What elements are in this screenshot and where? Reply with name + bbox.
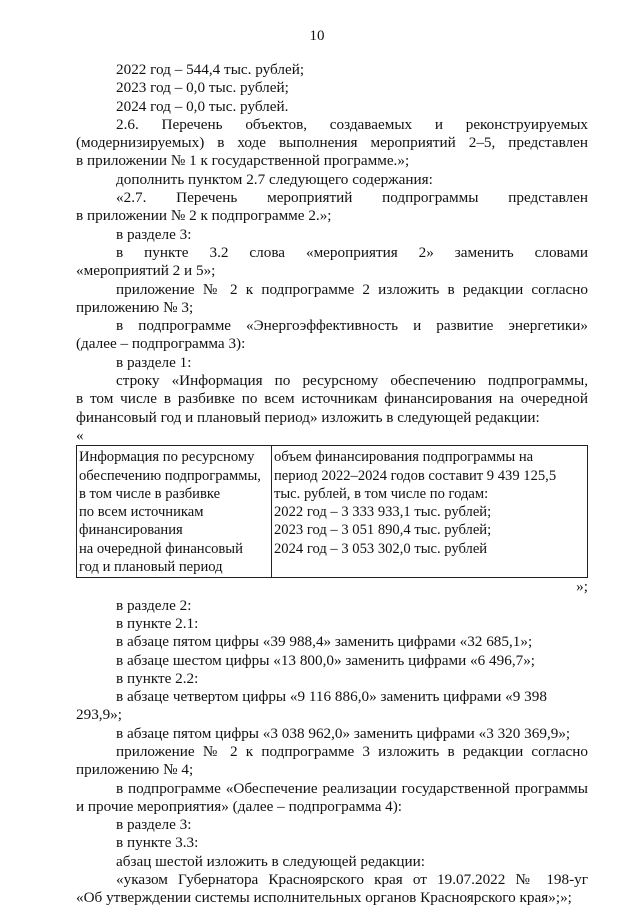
table-cell-line: период 2022–2024 годов составит 9 439 125,5 xyxy=(274,467,557,484)
paragraph-line: дополнить пунктом 2.7 следующего содержания: xyxy=(116,170,433,188)
table-cell-line: обеспечению подпрограммы, xyxy=(79,467,261,484)
paragraph-line: в пункте 3.2 слова «мероприятия 2» заменить словами xyxy=(116,243,588,261)
table-cell-value xyxy=(272,446,588,578)
paragraph-line: в пункте 3.3: xyxy=(116,834,199,852)
page-number: 10 xyxy=(309,28,325,44)
document-body xyxy=(76,61,588,908)
paragraph-line: строку «Информация по ресурсному обеспечению подпрограммы, xyxy=(116,372,588,390)
paragraph-line: в пункте 2.1: xyxy=(116,614,199,632)
table-cell-label xyxy=(77,446,272,578)
paragraph-line: приложению № 3; xyxy=(76,298,194,316)
paragraph-line: и прочие мероприятия» (далее – подпрограмма 4): xyxy=(76,797,402,815)
table-cell-line: 2022 год – 3 333 933,1 тыс. рублей; xyxy=(274,504,492,521)
table-cell-line: тыс. рублей, в том числе по годам: xyxy=(274,485,489,502)
paragraph-line: в подпрограмме «Обеспечение реализации государственной программы xyxy=(116,779,588,797)
paragraph-line: в пункте 2.2: xyxy=(116,669,199,687)
paragraph-line: абзац шестой изложить в следующей редакции: xyxy=(116,852,425,870)
paragraph-line: «2.7. Перечень мероприятий подпрограммы представлен xyxy=(116,189,588,207)
close-quote: »; xyxy=(576,578,588,596)
table-cell-line: год и плановый период xyxy=(79,559,223,576)
paragraph-line: в абзаце четвертом цифры «9 116 886,0» заменить цифрами «9 398 293,9»; xyxy=(76,688,547,724)
table-cell-line: финансирования xyxy=(79,522,183,539)
paragraph-line: финансовый год и плановый период» изложить в следующей редакции: xyxy=(76,408,540,426)
paragraph-line: в абзаце пятом цифры «3 038 962,0» заменить цифрами «3 320 369,9»; xyxy=(116,724,571,742)
paragraph-line: в разделе 2: xyxy=(116,596,192,614)
paragraph-line: в абзаце шестом цифры «13 800,0» заменить цифрами «6 496,7»; xyxy=(116,651,536,669)
paragraphs-top xyxy=(76,61,588,427)
paragraph-line: «мероприятий 2 и 5»; xyxy=(76,262,216,280)
table-cell-line: 2024 год – 3 053 302,0 тыс. рублей xyxy=(274,540,488,557)
paragraph-line: «указом Губернатора Красноярского края от 19.07.2022 № 198-уг xyxy=(116,871,588,889)
table-cell-line: 2023 год – 3 051 890,4 тыс. рублей; xyxy=(274,522,492,539)
paragraph-line: в абзаце пятом цифры «39 988,4» заменить цифрами «32 685,1»; xyxy=(116,633,533,651)
paragraph-line: в приложении № 2 к подпрограмме 2.»; xyxy=(76,207,332,225)
paragraph-line: 2.6. Перечень объектов, создаваемых и реконструируемых xyxy=(116,115,588,133)
resource-info-table xyxy=(76,445,588,578)
paragraph-line: (модернизируемых) в ходе выполнения мероприятий 2–5, представлен xyxy=(76,134,588,152)
table-cell-line: по всем источникам xyxy=(79,504,204,521)
paragraph-line: в разделе 3: xyxy=(116,816,192,834)
table-row xyxy=(77,446,588,578)
paragraph-line: 2023 год – 0,0 тыс. рублей; xyxy=(116,79,289,97)
paragraph-line: 2024 год – 0,0 тыс. рублей. xyxy=(116,97,289,115)
open-quote: « xyxy=(76,426,84,444)
paragraph-line: приложение № 2 к подпрограмме 3 изложить в редакции согласно xyxy=(116,742,588,760)
paragraphs-bottom xyxy=(76,597,588,908)
table-cell-line: на очередной финансовый xyxy=(79,540,243,557)
paragraph-line: в том числе в разбивке по всем источникам финансирования на очередной xyxy=(76,390,588,408)
paragraph-line: приложению № 4; xyxy=(76,761,194,779)
paragraph-line: в разделе 3: xyxy=(116,225,192,243)
table-cell-line: в том числе в разбивке xyxy=(79,485,221,502)
paragraph-line: в приложении № 1 к государственной программе.»; xyxy=(76,152,410,170)
paragraph-line: приложение № 2 к подпрограмме 2 изложить в редакции согласно xyxy=(116,280,588,298)
paragraph-line: «Об утверждении системы исполнительных органов Красноярского края»;»; xyxy=(76,889,572,907)
paragraph-line: 2022 год – 544,4 тыс. рублей; xyxy=(116,61,305,78)
table-cell-line: Информация по ресурсному xyxy=(79,449,255,466)
table-cell-line: объем финансирования подпрограммы на xyxy=(274,449,534,466)
paragraph-line: в разделе 1: xyxy=(116,353,192,371)
paragraph-line: в подпрограмме «Энергоэффективность и развитие энергетики» xyxy=(116,317,588,335)
paragraph-line: (далее – подпрограмма 3): xyxy=(76,335,246,353)
